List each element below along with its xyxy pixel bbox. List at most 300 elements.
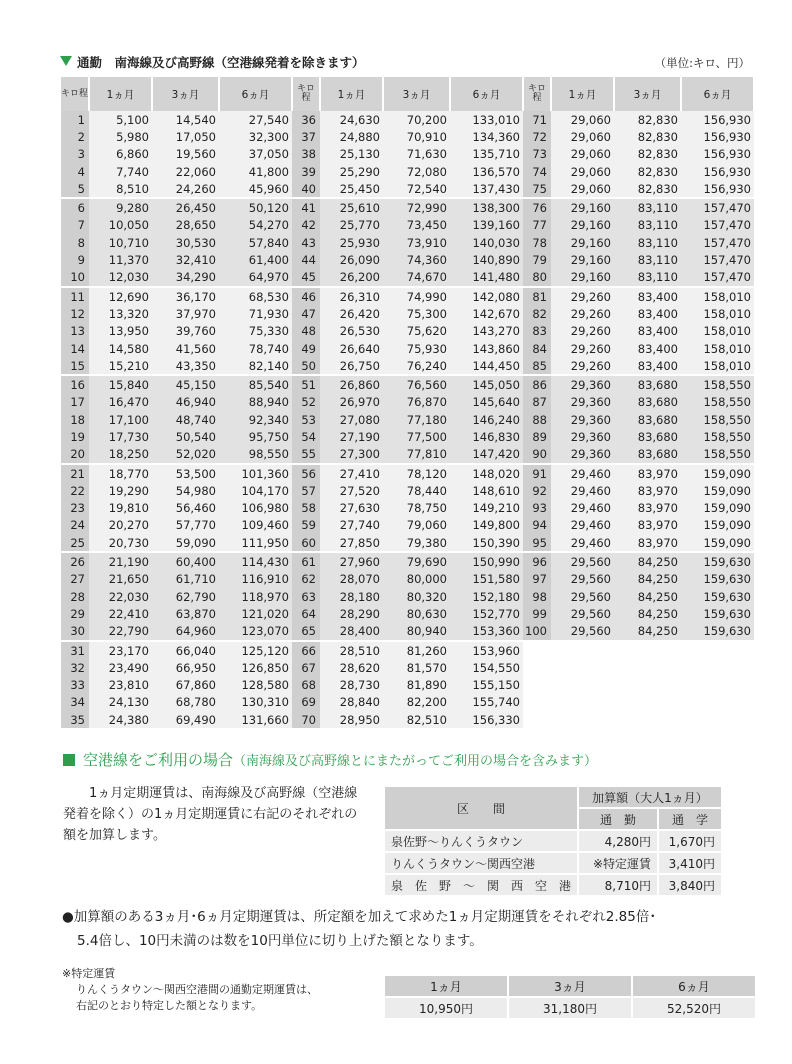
- fare-cell-1month: 29,560: [551, 571, 614, 588]
- fare-cell-1month: 29,360: [551, 411, 614, 428]
- fare-cell-6month: 27,540: [219, 111, 292, 128]
- fare-cell-1month: 16,470: [89, 394, 152, 411]
- km-cell: 70: [292, 711, 320, 729]
- fare-cell-6month: 64,970: [219, 269, 292, 287]
- commute-amount: 4,280円: [578, 830, 658, 852]
- fare-cell-1month: 13,320: [89, 305, 152, 322]
- fare-cell-1month: 20,270: [89, 517, 152, 534]
- km-cell: 32: [61, 659, 89, 676]
- km-cell: 21: [61, 464, 89, 482]
- empty-cell: [551, 677, 614, 694]
- km-cell: 58: [292, 500, 320, 517]
- fare-cell-1month: 29,460: [551, 534, 614, 552]
- km-cell: 10: [61, 269, 89, 287]
- table-row: [61, 446, 754, 464]
- fare-cell-3month: 78,440: [383, 482, 450, 499]
- fare-cell-6month: 158,550: [681, 428, 754, 445]
- fare-cell-6month: 125,120: [219, 641, 292, 659]
- fare-cell-1month: 29,060: [551, 128, 614, 145]
- table-row: [61, 375, 754, 393]
- fare-cell-3month: 84,250: [614, 588, 681, 605]
- fare-cell-6month: 149,800: [450, 517, 523, 534]
- fare-cell-6month: 158,010: [681, 340, 754, 357]
- surcharge-table: [385, 787, 723, 897]
- table-row: [61, 552, 754, 570]
- fare-cell-3month: 32,410: [152, 251, 219, 268]
- fare-cell-1month: 29,060: [551, 163, 614, 180]
- fare-cell-1month: 29,460: [551, 482, 614, 499]
- km-cell: 4: [61, 163, 89, 180]
- empty-cell: [523, 694, 551, 711]
- km-cell: 47: [292, 305, 320, 322]
- table-row: [61, 517, 754, 534]
- fare-cell-3month: 81,890: [383, 677, 450, 694]
- km-cell: 90: [523, 446, 551, 464]
- fare-cell-1month: 27,080: [320, 411, 383, 428]
- empty-cell: [614, 711, 681, 729]
- km-cell: 63: [292, 588, 320, 605]
- fare-cell-1month: 22,790: [89, 623, 152, 641]
- fare-cell-6month: 37,050: [219, 146, 292, 163]
- fare-cell-3month: 83,970: [614, 464, 681, 482]
- fare-cell-1month: 26,530: [320, 323, 383, 340]
- fare-cell-3month: 34,290: [152, 269, 219, 287]
- fare-cell-1month: 27,740: [320, 517, 383, 534]
- fare-cell-3month: 28,650: [152, 217, 219, 234]
- km-cell: 78: [523, 234, 551, 251]
- fare-cell-6month: 140,030: [450, 234, 523, 251]
- fare-cell-1month: 29,160: [551, 198, 614, 216]
- airport-section-heading: [63, 749, 597, 770]
- km-cell: 36: [292, 111, 320, 128]
- fare-cell-1month: 28,840: [320, 694, 383, 711]
- fare-cell-3month: 46,940: [152, 394, 219, 411]
- km-cell: 56: [292, 464, 320, 482]
- fare-cell-6month: 143,860: [450, 340, 523, 357]
- km-cell: 6: [61, 198, 89, 216]
- fare-cell-1month: 29,060: [551, 180, 614, 198]
- fare-cell-1month: 29,460: [551, 464, 614, 482]
- fare-cell-3month: 56,460: [152, 500, 219, 517]
- fare-cell-3month: 75,930: [383, 340, 450, 357]
- empty-cell: [614, 659, 681, 676]
- special-fare-note: [62, 966, 318, 1014]
- fare-cell-1month: 18,250: [89, 446, 152, 464]
- fare-cell-1month: 24,130: [89, 694, 152, 711]
- fare-cell-3month: 37,970: [152, 305, 219, 322]
- km-cell: 3: [61, 146, 89, 163]
- fare-cell-3month: 67,860: [152, 677, 219, 694]
- fare-cell-1month: 29,560: [551, 552, 614, 570]
- fare-cell-1month: 29,260: [551, 357, 614, 375]
- km-cell: 72: [523, 128, 551, 145]
- fare-cell-3month: 83,680: [614, 394, 681, 411]
- km-cell: 60: [292, 534, 320, 552]
- fare-cell-1month: 29,160: [551, 234, 614, 251]
- km-cell: 51: [292, 375, 320, 393]
- multiplier-note: [62, 905, 752, 953]
- fare-cell-1month: 28,510: [320, 641, 383, 659]
- km-cell: 5: [61, 180, 89, 198]
- fare-cell-3month: 83,680: [614, 446, 681, 464]
- km-cell: 96: [523, 552, 551, 570]
- km-cell: 29: [61, 605, 89, 622]
- fare-cell-1month: 25,770: [320, 217, 383, 234]
- km-cell: 17: [61, 394, 89, 411]
- fare-cell-6month: 50,120: [219, 198, 292, 216]
- fare-cell-3month: 82,830: [614, 111, 681, 128]
- fare-cell-6month: 121,020: [219, 605, 292, 622]
- km-cell: 86: [523, 375, 551, 393]
- fare-cell-3month: 41,560: [152, 340, 219, 357]
- fare-cell-1month: 5,980: [89, 128, 152, 145]
- fare-cell-1month: 26,090: [320, 251, 383, 268]
- km-cell: 76: [523, 198, 551, 216]
- km-cell: 15: [61, 357, 89, 375]
- km-cell: 18: [61, 411, 89, 428]
- fare-cell-3month: 14,540: [152, 111, 219, 128]
- table-row: [61, 605, 754, 622]
- fare-cell-3month: 82,830: [614, 128, 681, 145]
- fare-cell-1month: 29,260: [551, 305, 614, 322]
- fare-cell-1month: 25,610: [320, 198, 383, 216]
- fare-cell-1month: 29,160: [551, 251, 614, 268]
- km-cell: 43: [292, 234, 320, 251]
- fare-cell-6month: 158,550: [681, 375, 754, 393]
- km-cell: 45: [292, 269, 320, 287]
- table-row: [61, 482, 754, 499]
- km-cell: 33: [61, 677, 89, 694]
- fare-cell-6month: 159,630: [681, 605, 754, 622]
- fare-cell-6month: 147,420: [450, 446, 523, 464]
- fare-cell-6month: 92,340: [219, 411, 292, 428]
- km-cell: 91: [523, 464, 551, 482]
- km-cell: 22: [61, 482, 89, 499]
- fare-cell-6month: 61,400: [219, 251, 292, 268]
- fare-cell-6month: 142,670: [450, 305, 523, 322]
- fare-cell-6month: 137,430: [450, 180, 523, 198]
- fare-cell-6month: 159,630: [681, 552, 754, 570]
- km-cell: 97: [523, 571, 551, 588]
- fare-cell-3month: 82,200: [383, 694, 450, 711]
- table-row: [61, 146, 754, 163]
- fare-cell-3month: 80,630: [383, 605, 450, 622]
- fare-cell-1month: 20,730: [89, 534, 152, 552]
- section-name: 泉佐野～りんくうタウン: [385, 830, 578, 852]
- table-row: [61, 357, 754, 375]
- km-cell: 42: [292, 217, 320, 234]
- fare-cell-6month: 150,990: [450, 552, 523, 570]
- table-row: [61, 534, 754, 552]
- empty-cell: [523, 711, 551, 729]
- fare-cell-6month: 141,480: [450, 269, 523, 287]
- fare-cell-3month: 24,260: [152, 180, 219, 198]
- fare-cell-3month: 66,040: [152, 641, 219, 659]
- triangle-down-icon: [60, 56, 72, 66]
- surcharge-row: [385, 852, 722, 874]
- fare-cell-6month: 158,010: [681, 287, 754, 305]
- km-cell: 73: [523, 146, 551, 163]
- fare-cell-1month: 5,100: [89, 111, 152, 128]
- fare-cell-3month: 77,810: [383, 446, 450, 464]
- fare-cell-1month: 29,260: [551, 340, 614, 357]
- fare-cell-1month: 24,630: [320, 111, 383, 128]
- commute-amount: ※特定運賃: [578, 852, 658, 874]
- fare-cell-6month: 130,310: [219, 694, 292, 711]
- table-row: [61, 428, 754, 445]
- km-cell: 93: [523, 500, 551, 517]
- km-cell: 75: [523, 180, 551, 198]
- fare-cell-1month: 26,200: [320, 269, 383, 287]
- km-cell: 12: [61, 305, 89, 322]
- km-cell: 79: [523, 251, 551, 268]
- fare-cell-1month: 23,810: [89, 677, 152, 694]
- km-cell: 40: [292, 180, 320, 198]
- table-row: [61, 588, 754, 605]
- fare-cell-1month: 8,510: [89, 180, 152, 198]
- fare-cell-6month: 154,550: [450, 659, 523, 676]
- km-cell: 9: [61, 251, 89, 268]
- fare-cell-1month: 27,300: [320, 446, 383, 464]
- table-row: [61, 659, 754, 676]
- km-cell: 88: [523, 411, 551, 428]
- fare-cell-3month: 61,710: [152, 571, 219, 588]
- fare-cell-1month: 26,310: [320, 287, 383, 305]
- fare-cell-6month: 158,010: [681, 305, 754, 322]
- fare-cell-3month: 75,300: [383, 305, 450, 322]
- table-row: [61, 411, 754, 428]
- fare-cell-1month: 29,560: [551, 623, 614, 641]
- km-cell: 66: [292, 641, 320, 659]
- fare-cell-1month: 27,190: [320, 428, 383, 445]
- fare-cell-3month: 84,250: [614, 552, 681, 570]
- km-cell: 25: [61, 534, 89, 552]
- fare-cell-1month: 25,290: [320, 163, 383, 180]
- school-amount: 3,840円: [658, 874, 722, 896]
- fare-cell-6month: 111,950: [219, 534, 292, 552]
- header-3month: 3ヵ月: [614, 77, 681, 111]
- km-cell: 67: [292, 659, 320, 676]
- km-cell: 89: [523, 428, 551, 445]
- table-row: [61, 641, 754, 659]
- fare-cell-3month: 72,080: [383, 163, 450, 180]
- km-cell: 24: [61, 517, 89, 534]
- table-row: [61, 711, 754, 729]
- km-cell: 50: [292, 357, 320, 375]
- empty-cell: [614, 677, 681, 694]
- fare-cell-3month: 81,260: [383, 641, 450, 659]
- table-row: [61, 500, 754, 517]
- fare-cell-3month: 83,110: [614, 269, 681, 287]
- km-cell: 87: [523, 394, 551, 411]
- km-cell: 98: [523, 588, 551, 605]
- fare-cell-6month: 114,430: [219, 552, 292, 570]
- fare-cell-6month: 156,930: [681, 146, 754, 163]
- table-row: [61, 217, 754, 234]
- fare-cell-3month: 74,360: [383, 251, 450, 268]
- fare-cell-3month: 54,980: [152, 482, 219, 499]
- km-cell: 39: [292, 163, 320, 180]
- fare-cell-3month: 26,450: [152, 198, 219, 216]
- km-cell: 11: [61, 287, 89, 305]
- fare-cell-6month: 85,540: [219, 375, 292, 393]
- table-row: [61, 340, 754, 357]
- km-cell: 59: [292, 517, 320, 534]
- fare-cell-6month: 151,580: [450, 571, 523, 588]
- fare-cell-3month: 83,400: [614, 357, 681, 375]
- unit-note: （単位:キロ、円）: [654, 56, 750, 70]
- fare-cell-1month: 12,030: [89, 269, 152, 287]
- empty-cell: [551, 659, 614, 676]
- table-row: [61, 464, 754, 482]
- fare-cell-6month: 123,070: [219, 623, 292, 641]
- fare-cell-1month: 27,850: [320, 534, 383, 552]
- km-cell: 74: [523, 163, 551, 180]
- fare-cell-6month: 159,090: [681, 482, 754, 499]
- fare-cell-6month: 152,180: [450, 588, 523, 605]
- fare-cell-1month: 26,420: [320, 305, 383, 322]
- km-cell: 65: [292, 623, 320, 641]
- empty-cell: [551, 694, 614, 711]
- fare-cell-3month: 62,790: [152, 588, 219, 605]
- fare-cell-3month: 69,490: [152, 711, 219, 729]
- fare-cell-6month: 157,470: [681, 269, 754, 287]
- fare-cell-6month: 156,930: [681, 128, 754, 145]
- km-cell: 37: [292, 128, 320, 145]
- fare-cell-3month: 82,510: [383, 711, 450, 729]
- header-3month: 3ヵ月: [152, 77, 219, 111]
- table-row: [61, 394, 754, 411]
- fare-cell-1month: 29,460: [551, 500, 614, 517]
- fare-cell-6month: 156,930: [681, 180, 754, 198]
- fare-cell-6month: 68,530: [219, 287, 292, 305]
- square-bullet-icon: [63, 754, 75, 766]
- table-row: [61, 571, 754, 588]
- fare-cell-6month: 158,550: [681, 394, 754, 411]
- km-cell: 28: [61, 588, 89, 605]
- fare-cell-3month: 83,680: [614, 375, 681, 393]
- fare-cell-1month: 29,360: [551, 394, 614, 411]
- fare-cell-3month: 81,570: [383, 659, 450, 676]
- multiplier-note-line1: ●加算額のある3ヵ月･6ヵ月定期運賃は、所定額を加えて求めた1ヵ月定期運賃をそれぞれ2.85倍･: [62, 909, 657, 925]
- header-1month: 1ヵ月: [89, 77, 152, 111]
- fare-cell-3month: 76,870: [383, 394, 450, 411]
- fare-cell-6month: 101,360: [219, 464, 292, 482]
- km-cell: 77: [523, 217, 551, 234]
- fare-cell-1month: 13,950: [89, 323, 152, 340]
- fare-cell-6month: 152,770: [450, 605, 523, 622]
- km-cell: 19: [61, 428, 89, 445]
- fare-cell-3month: 83,110: [614, 251, 681, 268]
- section-name: 泉 佐 野 ～ 関 西 空 港: [385, 874, 578, 896]
- fare-cell-1month: 21,190: [89, 552, 152, 570]
- fare-cell-3month: 82,830: [614, 146, 681, 163]
- fare-cell-6month: 98,550: [219, 446, 292, 464]
- fare-cell-1month: 7,740: [89, 163, 152, 180]
- fare-cell-1month: 24,380: [89, 711, 152, 729]
- fare-cell-1month: 10,050: [89, 217, 152, 234]
- fare-cell-6month: 157,470: [681, 234, 754, 251]
- fare-cell-6month: 156,930: [681, 163, 754, 180]
- fare-cell-3month: 22,060: [152, 163, 219, 180]
- fare-cell-6month: 134,360: [450, 128, 523, 145]
- table-row: [61, 305, 754, 322]
- fare-cell-6month: 149,210: [450, 500, 523, 517]
- fare-cell-6month: 133,010: [450, 111, 523, 128]
- fare-cell-1month: 11,370: [89, 251, 152, 268]
- km-cell: 7: [61, 217, 89, 234]
- fare-cell-6month: 156,930: [681, 111, 754, 128]
- fare-cell-1month: 23,490: [89, 659, 152, 676]
- empty-cell: [614, 641, 681, 659]
- fare-cell-6month: 45,960: [219, 180, 292, 198]
- km-cell: 99: [523, 605, 551, 622]
- fare-cell-3month: 68,780: [152, 694, 219, 711]
- km-cell: 16: [61, 375, 89, 393]
- fare-cell-6month: 104,170: [219, 482, 292, 499]
- fare-cell-6month: 158,550: [681, 446, 754, 464]
- fare-cell-1month: 29,160: [551, 217, 614, 234]
- surcharge-row: [385, 830, 722, 852]
- fare-cell-6month: 145,640: [450, 394, 523, 411]
- fare-cell-3month: 77,180: [383, 411, 450, 428]
- fare-cell-1month: 22,030: [89, 588, 152, 605]
- fare-cell-1month: 29,460: [551, 517, 614, 534]
- km-cell: 14: [61, 340, 89, 357]
- header-km: キロ程: [292, 77, 320, 111]
- fare-cell-6month: 126,850: [219, 659, 292, 676]
- fare-cell-3month: 36,170: [152, 287, 219, 305]
- fare-cell-6month: 106,980: [219, 500, 292, 517]
- fare-cell-6month: 78,740: [219, 340, 292, 357]
- km-cell: 34: [61, 694, 89, 711]
- km-cell: 30: [61, 623, 89, 641]
- fare-cell-3month: 74,670: [383, 269, 450, 287]
- fare-cell-6month: 143,270: [450, 323, 523, 340]
- fare-cell-3month: 17,050: [152, 128, 219, 145]
- fare-cell-3month: 53,500: [152, 464, 219, 482]
- fare-cell-1month: 27,520: [320, 482, 383, 499]
- fare-cell-3month: 79,380: [383, 534, 450, 552]
- fare-cell-6month: 75,330: [219, 323, 292, 340]
- fare-cell-3month: 59,090: [152, 534, 219, 552]
- header-6month: 6ヵ月: [681, 77, 754, 111]
- fare-cell-1month: 29,560: [551, 588, 614, 605]
- fare-cell-1month: 26,640: [320, 340, 383, 357]
- fare-cell-3month: 83,970: [614, 500, 681, 517]
- fare-cell-3month: 84,250: [614, 571, 681, 588]
- fare-cell-3month: 83,400: [614, 305, 681, 322]
- fare-cell-3month: 83,970: [614, 482, 681, 499]
- surcharge-explanation: 1ヵ月定期運賃は、南海線及び高野線（空港線発着を除く）の1ヵ月定期運賃に右記のそれぞれの額を加算します。: [63, 786, 358, 843]
- table-row: [61, 694, 754, 711]
- special-fare-line2: 右記のとおり特定した額となります。: [76, 999, 263, 1012]
- fare-cell-6month: 158,010: [681, 357, 754, 375]
- fare-cell-3month: 70,200: [383, 111, 450, 128]
- fare-cell-1month: 23,170: [89, 641, 152, 659]
- km-cell: 48: [292, 323, 320, 340]
- school-amount: 1,670円: [658, 830, 722, 852]
- fare-cell-1month: 27,630: [320, 500, 383, 517]
- fare-cell-6month: 156,330: [450, 711, 523, 729]
- fare-cell-6month: 157,470: [681, 251, 754, 268]
- fare-cell-1month: 9,280: [89, 198, 152, 216]
- fare-cell-3month: 83,680: [614, 428, 681, 445]
- special-fare-table: [385, 976, 757, 1020]
- fare-cell-1month: 24,880: [320, 128, 383, 145]
- fare-cell-1month: 29,260: [551, 323, 614, 340]
- header-1month: 1ヵ月: [320, 77, 383, 111]
